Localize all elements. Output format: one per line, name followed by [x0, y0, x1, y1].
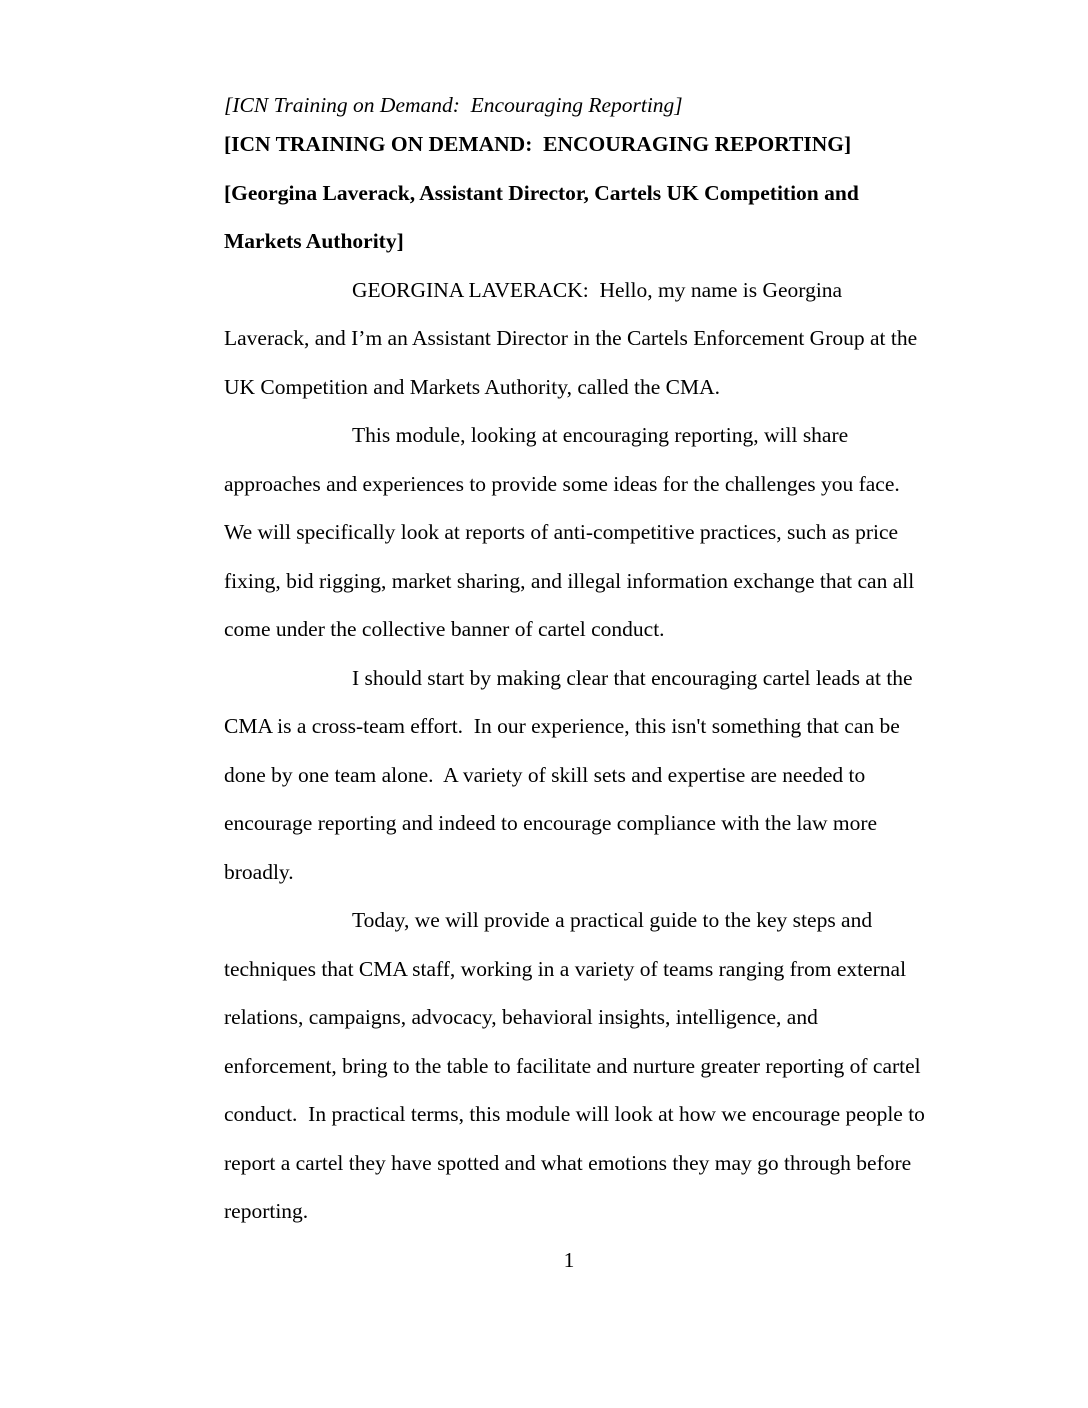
- transcript-line: techniques that CMA staff, working in a variety of teams ranging from external: [224, 956, 907, 981]
- paragraph-2: [224, 411, 914, 654]
- transcript-line: CMA is a cross-team effort. In our experience, this isn't something that can be: [224, 714, 900, 738]
- transcript-line: fixing, bid rigging, market sharing, and illegal information exchange that can all: [224, 568, 915, 593]
- transcript-line: broadly.: [224, 859, 294, 884]
- transcript-line: done by one team alone. A variety of skill sets and expertise are needed to: [224, 762, 866, 787]
- transcript-line: report a cartel they have spotted and what emotions they may go through before: [224, 1150, 912, 1175]
- transcript-line: relations, campaigns, advocacy, behavioral insights, intelligence, and: [224, 1005, 818, 1029]
- transcript-line: We will specifically look at reports of anti-competitive practices, such as price: [224, 520, 899, 544]
- transcript-line: I should start by making clear that encouraging cartel leads at the: [352, 665, 913, 690]
- transcript-line: UK Competition and Markets Authority, called the CMA.: [224, 374, 721, 399]
- header-speaker-line-2: Markets Authority]: [224, 229, 404, 253]
- paragraph-3: [224, 654, 914, 897]
- transcript-line: conduct. In practical terms, this module will look at how we encourage people to: [224, 1102, 925, 1126]
- transcript-line: enforcement, bring to the table to facilitate and nurture greater reporting of cartel: [224, 1053, 921, 1078]
- transcript-line: This module, looking at encouraging reporting, will share: [352, 423, 849, 447]
- paragraph-1: [224, 266, 918, 412]
- header-title-italic: [ICN Training on Demand: Encouraging Reporting]: [224, 93, 683, 117]
- transcript-line: Today, we will provide a practical guide to the key steps and: [352, 908, 873, 932]
- transcript-line: approaches and experiences to provide some ideas for the challenges you face.: [224, 471, 900, 496]
- paragraph-4: [224, 896, 925, 1236]
- transcript-line: encourage reporting and indeed to encourage compliance with the law more: [224, 811, 878, 835]
- transcript-line: Laverack, and I’m an Assistant Director in the Cartels Enforcement Group at the: [224, 326, 918, 350]
- transcript-line: reporting.: [224, 1199, 309, 1223]
- text-column: [224, 90, 925, 1284]
- transcript-line: GEORGINA LAVERACK: Hello, my name is Georgina: [352, 277, 843, 302]
- page-number: 1: [563, 1247, 575, 1272]
- header-speaker-line-1: [Georgina Laverack, Assistant Director, Cartels UK Competition and: [224, 180, 859, 205]
- transcript-line: come under the collective banner of cartel conduct.: [224, 617, 665, 641]
- header-title-bold: [ICN TRAINING ON DEMAND: ENCOURAGING REPORTING]: [224, 132, 852, 156]
